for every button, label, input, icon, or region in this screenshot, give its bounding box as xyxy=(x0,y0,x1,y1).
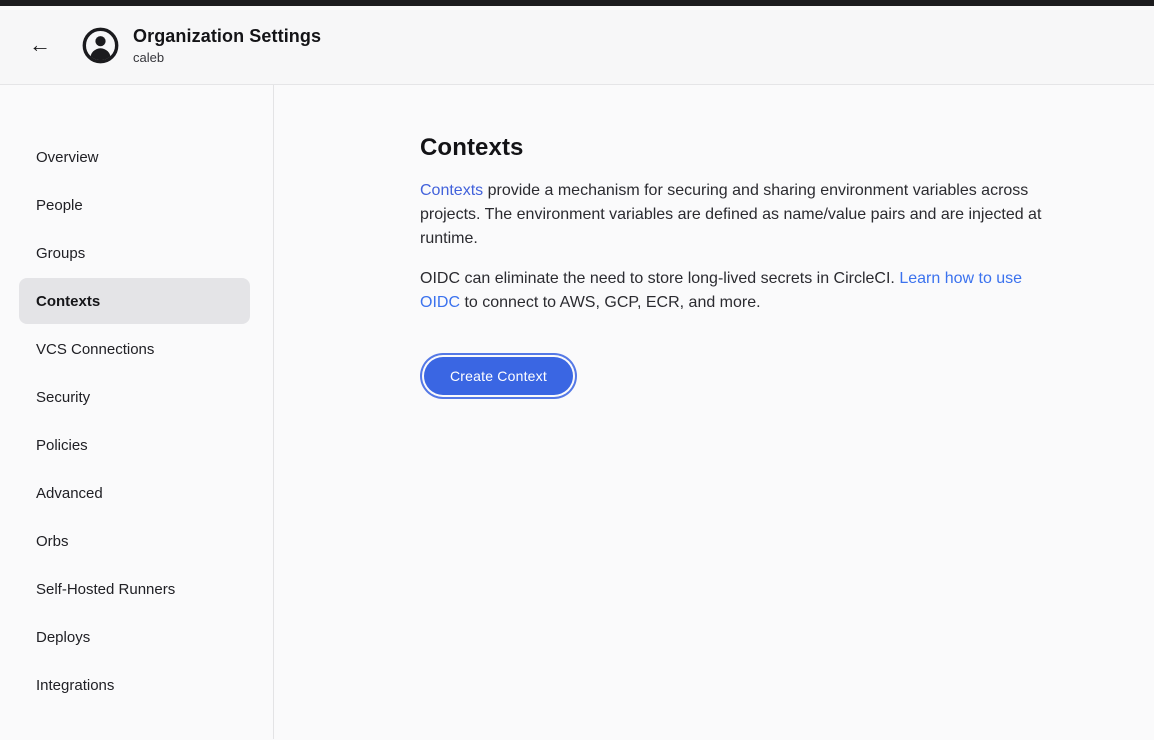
page-title: Organization Settings xyxy=(133,25,322,46)
contexts-docs-link[interactable]: Contexts xyxy=(420,182,484,199)
sidebar-item-vcs-connections[interactable]: VCS Connections xyxy=(36,340,155,358)
sidebar-item-orbs[interactable]: Orbs xyxy=(36,532,69,550)
sidebar-item-people[interactable]: People xyxy=(36,196,83,214)
sidebar-item-advanced[interactable]: Advanced xyxy=(36,484,103,502)
oidc-learn-link[interactable]: Learn how to use OIDC xyxy=(420,270,1023,311)
contexts-description-text: provide a mechanism for securing and sharing environment variables across projects. The environment variables are defined as name/value pairs and are injected at runtime. xyxy=(420,182,1042,247)
organization-avatar-icon xyxy=(82,27,119,64)
back-button[interactable]: ← xyxy=(26,31,54,59)
oidc-description-after: to connect to AWS, GCP, ECR, and more. xyxy=(460,294,761,311)
organization-name: caleb xyxy=(133,49,165,65)
sidebar-item-self-hosted-runners[interactable]: Self-Hosted Runners xyxy=(36,580,176,598)
page-header xyxy=(0,6,1154,85)
sidebar-item-groups[interactable]: Groups xyxy=(36,244,86,262)
sidebar-item-overview[interactable]: Overview xyxy=(36,148,99,166)
settings-sidebar xyxy=(0,85,274,739)
sidebar-item-integrations[interactable]: Integrations xyxy=(36,676,115,694)
contexts-heading: Contexts xyxy=(420,134,524,161)
sidebar-item-security[interactable]: Security xyxy=(36,388,91,406)
content-layout xyxy=(0,85,1154,739)
sidebar-item-contexts[interactable]: Contexts xyxy=(0,277,273,325)
contexts-description xyxy=(420,179,1061,251)
sidebar-item-policies[interactable]: Policies xyxy=(36,436,88,454)
oidc-description xyxy=(420,267,1061,315)
main-content xyxy=(274,85,1061,739)
create-context-button[interactable]: Create Context xyxy=(424,357,573,395)
button-row xyxy=(420,357,1061,395)
sidebar-item-deploys[interactable]: Deploys xyxy=(36,628,91,646)
oidc-description-before: OIDC can eliminate the need to store long-lived secrets in CircleCI. xyxy=(420,270,900,287)
header-text-block xyxy=(133,26,321,65)
